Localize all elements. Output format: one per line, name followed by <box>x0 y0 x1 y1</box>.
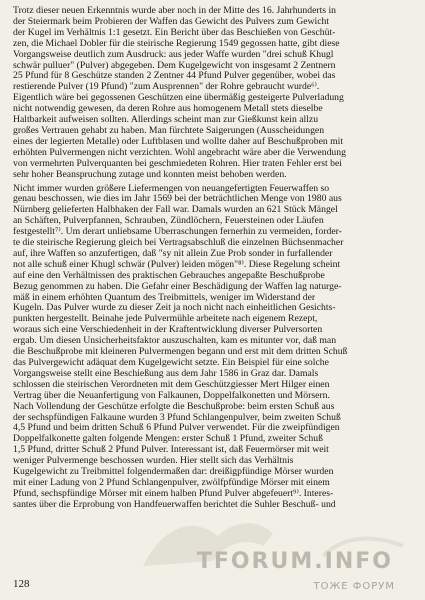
text-line: 25 Pfund für 8 Geschütze standen 2 Zentner 44 Pfund Pulver gegenüber, wobei das <box>13 71 336 82</box>
text-line: Pfund, sechspfündige Mörser mit einem halben Pfund Pulver abgefeuert⁹⁾. Interes- <box>13 488 334 499</box>
text-line: festgestellt⁷⁾. Um derart unliebsame Überraschungen fernerhin zu vermeiden, forder- <box>13 227 342 238</box>
text-line: Kugeln. Das Pulver wurde zu dieser Zeit ja noch nicht nach einheitlichen Gesichts- <box>13 303 336 314</box>
page-body <box>13 6 411 572</box>
text-line: Vorgangsweise deutlich zum Ausdruck: aus jeder Waffe wurden "drei schuß Khugl <box>13 49 334 60</box>
text-line: an Schäften, Pulverpfannen, Schrauben, Zündlöchern, Feuersteinen oder Läufen <box>13 216 324 227</box>
text-line: Trotz dieser neuen Erkenntnis wurde aber noch in der Mitte des 16. Jahrhunderts in <box>13 6 337 16</box>
text-line: woraus sich eine Verschiedenheit in der Kraftentwicklung diverser Pulversorten <box>13 325 323 336</box>
text-line: der sechspfündigen Falkaune wurden 3 Pfund Schlangenpulver, beim zweiten Schuß <box>13 412 341 423</box>
text-line: ergab. Um diesen Unsicherheitsfaktor auszuschalten, kam es mitunter vor, daß man <box>13 336 337 347</box>
text-line: Haltbarkeit aufweisen sollten. Allerdings scheint man zur Gießkunst kein allzu <box>13 115 319 126</box>
text-line: erhöhten Pulvermengen nicht verzichten. Wohl angebracht wäre aber die Verwendung <box>13 147 346 158</box>
text-line: das Pulvergewicht adäquat dem Kugelgewicht setzte. Ein Beispiel für eine solche <box>13 358 329 368</box>
text-line: punkten hergestellt. Beinahe jede Pulvermühle arbeitete nach eigenem Rezept, <box>13 314 318 325</box>
text-line: die Beschußprobe mit kleineren Pulvermengen begann und erst mit dem dritten Schuß <box>13 347 348 358</box>
text-line: mit einer Ladung von 2 Pfund Schlangenpulver, zwölfpfündige Mörser mit einem <box>13 477 330 488</box>
text-line: der Kugel im Verhältnis 1:1 gesetzt. Ein Bericht über das Beschießen von Geschüt- <box>13 27 336 38</box>
text-line: von vermehrten Pulverquanten bei geschmiedeten Rohren. Hier traten Fehler erst bei <box>13 158 342 169</box>
text-line: der Steiermark beim Probieren der Waffen das Gewicht des Pulvers zum Gewicht <box>13 16 330 27</box>
watermark-subtitle: ТОЖЕ ФОРУМ <box>313 581 395 592</box>
text-line: not alle schuß einer Khugl schwär (Pulver) leiden mögen"⁸⁾. Diese Regelung scheint <box>13 259 341 270</box>
text-line: Nicht immer wurden größere Liefermengen von neuangefertigten Feuerwaffen so <box>13 183 330 194</box>
text-line: sehr hoher Beanspruchung zutage und konnten meist behoben werden. <box>13 169 287 180</box>
text-line: 4,5 Pfund und beim dritten Schuß 6 Pfund Pulver verwendet. Für die zweipfündigen <box>13 423 340 434</box>
text-line: auf eine den Verhältnissen des praktischen Gebrauches angepaßte Beschußprobe <box>13 270 325 281</box>
text-line: auf, ihre Waffen so anzufertigen, daß "sy nit allein Zue Prob sonder in furfallender <box>13 248 333 259</box>
text-line: santes über die Erprobung von Handfeuerwaffen berichtet die Suhler Beschuß- und <box>13 499 336 510</box>
text-line: restierende Pulver (19 Pfund) "zum Ausprennen" der Rohre gebraucht wurde⁶⁾. <box>13 82 320 93</box>
text-line: großes Vertrauen gehabt zu haben. Man fürchtete Saigerungen (Ausscheidungen <box>13 125 325 136</box>
paragraph <box>13 184 411 511</box>
text-line: zen, die Michael Dobler für die steirische Regierung 1549 gegossen hatte, gibt diese <box>13 38 340 49</box>
text-line: schwär pulluer" (Pulver) abgegeben. Dem Kugelgewicht von insgesamt 2 Zentnern <box>13 60 336 71</box>
text-line: mäß in einem erhöhten Quantum des Treibmittels, weniger im Widerstand der <box>13 292 316 303</box>
text-line: Bezug genommen zu haben. Die Gefahr einer Beschädigung der Waffen lag naturge- <box>13 281 342 292</box>
text-line: nicht notwendig gewesen, da deren Rohre aus homogenem Metall stets dieselbe <box>13 104 323 115</box>
text-line: te die steirische Regierung gleich bei Vertragsabschluß die einzelnen Büchsenmacher <box>13 238 344 249</box>
text-line: Nürnberg gelieferten Halbhaken der Fall war. Damals wurden an 621 Stück Mängel <box>13 205 338 216</box>
text-line: genau beschossen, wie dies im Jahr 1569 bei der beträchtlichen Menge von 1980 aus <box>13 194 342 205</box>
text-line: Nach Vollendung der Geschütze erfolgte die Beschußprobe: beim ersten Schuß aus <box>13 401 335 412</box>
text-line: Doppelfalkonette galten folgende Mengen: erster Schuß 1 Pfund, zweiter Schuß <box>13 434 323 445</box>
page-number: 128 <box>13 578 30 590</box>
text-line: weniger Pulvermenge beschossen wurden. Hier stellt sich das Verhältnis <box>13 456 294 467</box>
text-line: Kugelgewicht zu Treibmittel folgendermaßen dar: dreißigpfündige Mörser wurden <box>13 467 334 478</box>
text-line: eines der legierten Metalle) oder Luftblasen und wollte daher auf Beschußproben mit <box>13 136 344 147</box>
text-line: Eigentlich wäre bei gegossenen Geschützen eine übermäßig gesteigerte Pulverladung <box>13 93 344 104</box>
text-line: 1,5 Pfund, dritter Schuß 2 Pfund Pulver. Interessant ist, daß Feuermörser mit weit <box>13 445 329 456</box>
text-line: Vorgangsweise stellt eine Beschießung aus dem Jahr 1586 in Graz dar. Damals <box>13 368 319 379</box>
text-line: Vertrag über die Neuanfertigung von Falkaunen, Doppelfalkonetten und Mörsern. <box>13 390 330 401</box>
text-line: schlossen die steirischen Verordneten mit dem Geschützgiesser Mert Hilger einen <box>13 379 330 390</box>
paragraph <box>13 6 411 181</box>
watermark-site: TFORUM.INFO <box>196 549 393 574</box>
text-column <box>13 6 411 511</box>
